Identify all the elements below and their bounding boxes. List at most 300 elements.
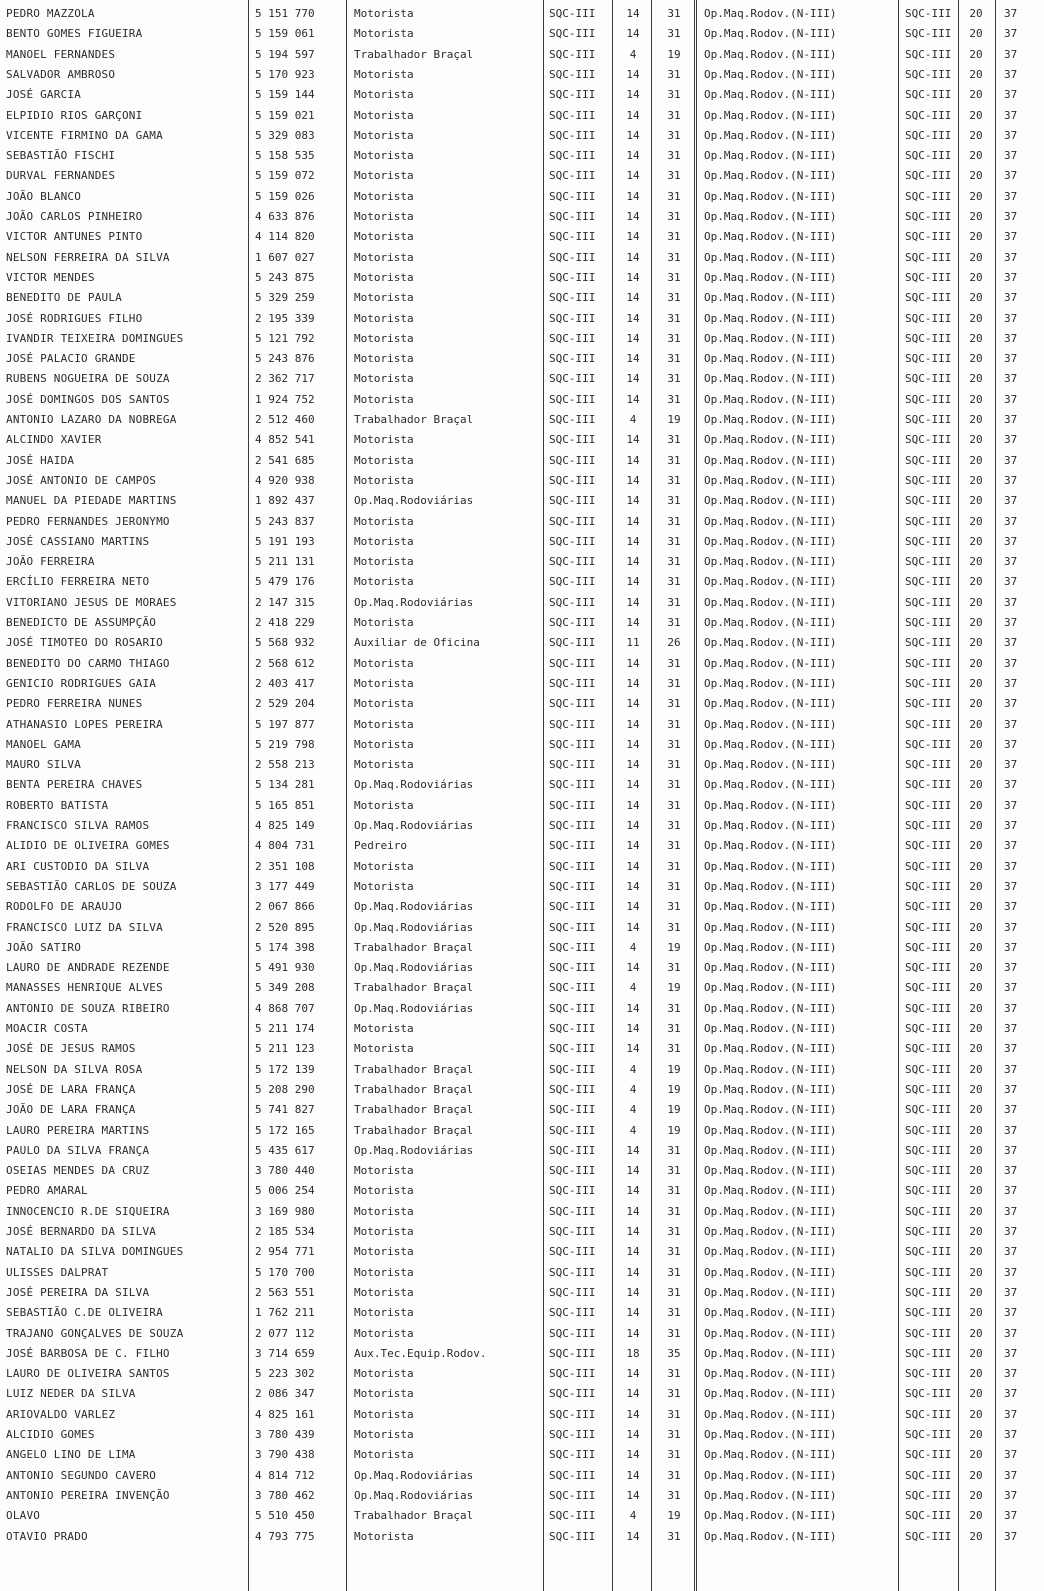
table-row: [0, 1080, 1044, 1100]
current-group: SQC-III: [549, 413, 596, 426]
new-level: 20: [969, 1123, 983, 1137]
new-position: Op.Maq.Rodov.(N-III): [704, 534, 837, 548]
new-group: SQC-III: [905, 291, 952, 305]
current-ref: 31: [667, 717, 681, 731]
current-ref: 31: [667, 494, 681, 508]
new-group: SQC-III: [905, 1245, 952, 1259]
registration-number: 5 211 123: [255, 1042, 315, 1056]
new-position: Op.Maq.Rodov.(N-III): [704, 1488, 837, 1502]
employee-name: VICTOR MENDES: [6, 270, 95, 284]
new-ref: 37: [1004, 636, 1018, 650]
current-group: SQC-III: [549, 737, 596, 751]
table-row: [0, 430, 1044, 450]
new-group: SQC-III: [905, 1082, 952, 1096]
current-role: Motorista: [354, 67, 414, 81]
current-role: Aux.Tec.Equip.Rodov.: [354, 1346, 487, 1360]
current-group: SQC-III: [549, 1164, 596, 1178]
new-level: 20: [969, 1225, 983, 1238]
new-ref: 37: [1004, 697, 1018, 711]
new-group: SQC-III: [905, 169, 952, 183]
new-group: SQC-III: [905, 1468, 952, 1482]
new-group: SQC-III: [905, 1042, 952, 1056]
new-position: Op.Maq.Rodov.(N-III): [704, 1022, 837, 1035]
new-level: 20: [969, 47, 983, 61]
table-row: [0, 775, 1044, 795]
employee-name: SALVADOR AMBROSO: [6, 67, 116, 81]
new-group: SQC-III: [905, 798, 952, 812]
employee-name: PEDRO FERNANDES JERONYMO: [6, 514, 170, 528]
registration-number: 4 814 712: [255, 1468, 315, 1482]
table-row: [0, 613, 1044, 633]
table-row: [0, 1344, 1044, 1364]
new-group: SQC-III: [905, 737, 952, 751]
table-row: [0, 877, 1044, 897]
employee-name: MAURO SILVA: [6, 758, 82, 772]
employee-name: JOSÉ PALACIO GRANDE: [6, 352, 136, 366]
table-row: [0, 1141, 1044, 1161]
new-level: 20: [969, 737, 983, 751]
employee-name: BENEDITO DO CARMO THIAGO: [6, 656, 170, 670]
table-row: [0, 1222, 1044, 1242]
new-ref: 37: [1004, 595, 1018, 609]
new-position: Op.Maq.Rodov.(N-III): [704, 778, 837, 792]
employee-name: IVANDIR TEIXEIRA DOMINGUES: [6, 331, 184, 345]
new-group: SQC-III: [905, 900, 952, 914]
current-group: SQC-III: [549, 210, 596, 223]
new-ref: 37: [1004, 676, 1018, 690]
new-ref: 37: [1004, 128, 1018, 142]
current-level: 14: [626, 1265, 640, 1279]
new-group: SQC-III: [905, 1346, 952, 1360]
current-level: 14: [626, 595, 640, 609]
new-group: SQC-III: [905, 514, 952, 528]
current-level: 14: [626, 839, 640, 853]
new-group: SQC-III: [905, 453, 952, 467]
employee-name: PEDRO MAZZOLA: [6, 7, 95, 20]
employee-name: OLAVO: [6, 1509, 41, 1523]
table-row: [0, 796, 1044, 816]
new-ref: 37: [1004, 433, 1018, 447]
new-ref: 37: [1004, 981, 1018, 995]
registration-number: 5 329 083: [255, 128, 315, 142]
current-ref: 31: [667, 128, 681, 142]
registration-number: 5 159 021: [255, 108, 315, 122]
new-ref: 37: [1004, 737, 1018, 751]
registration-number: 3 714 659: [255, 1346, 315, 1360]
new-group: SQC-III: [905, 1448, 952, 1462]
new-level: 20: [969, 1306, 983, 1320]
new-level: 20: [969, 291, 983, 305]
current-ref: 31: [667, 1042, 681, 1056]
new-position: Op.Maq.Rodov.(N-III): [704, 1143, 837, 1157]
new-group: SQC-III: [905, 859, 952, 873]
current-ref: 31: [667, 879, 681, 893]
new-position: Op.Maq.Rodov.(N-III): [704, 169, 837, 183]
employee-name: JOÃO DE LARA FRANÇA: [6, 1103, 136, 1117]
employee-name: JOSÉ HAIDA: [6, 453, 75, 467]
current-role: Trabalhador Braçal: [354, 1123, 474, 1137]
new-ref: 37: [1004, 108, 1018, 122]
employee-name: MANUEL DA PIEDADE MARTINS: [6, 494, 177, 508]
registration-number: 1 924 752: [255, 392, 315, 406]
employee-name: JOSÉ BERNARDO DA SILVA: [6, 1225, 157, 1238]
current-role: Motorista: [354, 372, 414, 386]
new-group: SQC-III: [905, 920, 952, 934]
employee-name: INNOCENCIO R.DE SIQUEIRA: [6, 1204, 170, 1218]
current-ref: 31: [667, 210, 681, 223]
employee-name: DURVAL FERNANDES: [6, 169, 116, 183]
new-level: 20: [969, 352, 983, 366]
current-role: Motorista: [354, 737, 414, 751]
new-group: SQC-III: [905, 494, 952, 508]
new-position: Op.Maq.Rodov.(N-III): [704, 1123, 837, 1137]
current-level: 14: [626, 311, 640, 325]
registration-number: 5 243 876: [255, 352, 315, 366]
new-position: Op.Maq.Rodov.(N-III): [704, 859, 837, 873]
current-level: 14: [626, 1326, 640, 1340]
new-position: Op.Maq.Rodov.(N-III): [704, 494, 837, 508]
table-row: [0, 126, 1044, 146]
new-position: Op.Maq.Rodov.(N-III): [704, 291, 837, 305]
new-position: Op.Maq.Rodov.(N-III): [704, 1042, 837, 1056]
current-level: 14: [626, 656, 640, 670]
registration-number: 5 151 770: [255, 7, 315, 20]
current-role: Motorista: [354, 473, 414, 487]
new-position: Op.Maq.Rodov.(N-III): [704, 697, 837, 711]
current-level: 14: [626, 108, 640, 122]
new-group: SQC-III: [905, 1428, 952, 1441]
new-ref: 37: [1004, 514, 1018, 528]
new-group: SQC-III: [905, 1143, 952, 1157]
new-position: Op.Maq.Rodov.(N-III): [704, 1468, 837, 1482]
new-position: Op.Maq.Rodov.(N-III): [704, 1326, 837, 1340]
current-ref: 31: [667, 798, 681, 812]
current-level: 14: [626, 778, 640, 792]
new-ref: 37: [1004, 67, 1018, 81]
new-group: SQC-III: [905, 1387, 952, 1401]
new-group: SQC-III: [905, 1022, 952, 1035]
new-position: Op.Maq.Rodov.(N-III): [704, 616, 837, 629]
table-row: [0, 1161, 1044, 1181]
new-level: 20: [969, 1022, 983, 1035]
current-level: 14: [626, 798, 640, 812]
new-position: Op.Maq.Rodov.(N-III): [704, 1245, 837, 1259]
new-position: Op.Maq.Rodov.(N-III): [704, 1529, 837, 1543]
table-row: [0, 755, 1044, 775]
current-ref: 31: [667, 697, 681, 711]
current-role: Op.Maq.Rodoviárias: [354, 778, 474, 792]
new-ref: 37: [1004, 859, 1018, 873]
current-ref: 19: [667, 1082, 681, 1096]
current-role: Trabalhador Braçal: [354, 413, 474, 426]
registration-number: 4 852 541: [255, 433, 315, 447]
table-row: [0, 369, 1044, 389]
current-level: 14: [626, 128, 640, 142]
new-position: Op.Maq.Rodov.(N-III): [704, 1225, 837, 1238]
current-level: 4: [629, 1082, 637, 1096]
current-ref: 31: [667, 352, 681, 366]
current-level: 14: [626, 676, 640, 690]
new-position: Op.Maq.Rodov.(N-III): [704, 473, 837, 487]
employee-name: ALCIDIO GOMES: [6, 1428, 95, 1441]
current-role: Trabalhador Braçal: [354, 47, 474, 61]
current-group: SQC-III: [549, 291, 596, 305]
current-group: SQC-III: [549, 1184, 596, 1198]
current-level: 14: [626, 331, 640, 345]
new-group: SQC-III: [905, 778, 952, 792]
current-ref: 31: [667, 27, 681, 41]
new-ref: 37: [1004, 940, 1018, 954]
current-ref: 31: [667, 1306, 681, 1320]
registration-number: 1 762 211: [255, 1306, 315, 1320]
registration-number: 5 197 877: [255, 717, 315, 731]
table-row: [0, 390, 1044, 410]
current-role: Motorista: [354, 1184, 414, 1198]
current-role: Motorista: [354, 108, 414, 122]
employee-name: PEDRO FERREIRA NUNES: [6, 697, 143, 711]
new-level: 20: [969, 1245, 983, 1259]
new-ref: 37: [1004, 230, 1018, 244]
new-position: Op.Maq.Rodov.(N-III): [704, 392, 837, 406]
current-ref: 31: [667, 372, 681, 386]
current-role: Motorista: [354, 555, 414, 569]
new-level: 20: [969, 1285, 983, 1299]
current-level: 14: [626, 717, 640, 731]
employee-name: MANOEL GAMA: [6, 737, 82, 751]
current-level: 14: [626, 250, 640, 264]
current-role: Motorista: [354, 676, 414, 690]
current-level: 14: [626, 1042, 640, 1056]
current-role: Pedreiro: [354, 839, 407, 853]
new-group: SQC-III: [905, 1062, 952, 1076]
new-level: 20: [969, 250, 983, 264]
new-group: SQC-III: [905, 555, 952, 569]
current-level: 14: [626, 961, 640, 975]
current-group: SQC-III: [549, 67, 596, 81]
new-level: 20: [969, 1468, 983, 1482]
new-position: Op.Maq.Rodov.(N-III): [704, 47, 837, 61]
current-level: 14: [626, 1285, 640, 1299]
current-level: 14: [626, 879, 640, 893]
new-position: Op.Maq.Rodov.(N-III): [704, 331, 837, 345]
new-ref: 37: [1004, 534, 1018, 548]
current-level: 14: [626, 1306, 640, 1320]
current-role: Motorista: [354, 575, 414, 589]
current-level: 14: [626, 230, 640, 244]
new-level: 20: [969, 1184, 983, 1198]
current-level: 14: [626, 1184, 640, 1198]
new-level: 20: [969, 1265, 983, 1279]
table-row: [0, 24, 1044, 44]
new-position: Op.Maq.Rodov.(N-III): [704, 1082, 837, 1096]
employee-name: LUIZ NEDER DA SILVA: [6, 1387, 136, 1401]
new-position: Op.Maq.Rodov.(N-III): [704, 1306, 837, 1320]
registration-number: 5 191 193: [255, 534, 315, 548]
registration-number: 4 868 707: [255, 1001, 315, 1015]
current-ref: 31: [667, 291, 681, 305]
current-ref: 31: [667, 656, 681, 670]
new-ref: 37: [1004, 169, 1018, 183]
new-ref: 37: [1004, 291, 1018, 305]
table-row: [0, 1283, 1044, 1303]
new-group: SQC-III: [905, 636, 952, 650]
current-level: 14: [626, 433, 640, 447]
new-level: 20: [969, 575, 983, 589]
current-group: SQC-III: [549, 859, 596, 873]
new-ref: 37: [1004, 1448, 1018, 1462]
new-position: Op.Maq.Rodov.(N-III): [704, 128, 837, 142]
new-level: 20: [969, 1042, 983, 1056]
new-ref: 37: [1004, 149, 1018, 163]
new-level: 20: [969, 88, 983, 102]
table-row: [0, 857, 1044, 877]
current-role: Motorista: [354, 433, 414, 447]
new-level: 20: [969, 1143, 983, 1157]
current-role: Motorista: [354, 1448, 414, 1462]
registration-number: 5 121 792: [255, 331, 315, 345]
table-row: [0, 4, 1044, 24]
current-ref: 31: [667, 169, 681, 183]
new-ref: 37: [1004, 311, 1018, 325]
current-role: Motorista: [354, 210, 414, 223]
employee-name: ALCINDO XAVIER: [6, 433, 102, 447]
current-level: 14: [626, 149, 640, 163]
current-ref: 19: [667, 1123, 681, 1137]
registration-number: 2 086 347: [255, 1387, 315, 1401]
new-group: SQC-III: [905, 819, 952, 832]
current-role: Motorista: [354, 1022, 414, 1035]
current-group: SQC-III: [549, 920, 596, 934]
new-level: 20: [969, 920, 983, 934]
registration-number: 4 825 149: [255, 819, 315, 832]
new-level: 20: [969, 108, 983, 122]
new-level: 20: [969, 1488, 983, 1502]
new-level: 20: [969, 1204, 983, 1218]
table-row: [0, 187, 1044, 207]
new-position: Op.Maq.Rodov.(N-III): [704, 555, 837, 569]
current-group: SQC-III: [549, 47, 596, 61]
current-role: Trabalhador Braçal: [354, 1082, 474, 1096]
new-group: SQC-III: [905, 1164, 952, 1178]
new-level: 20: [969, 331, 983, 345]
current-ref: 31: [667, 311, 681, 325]
employee-name: MOACIR COSTA: [6, 1022, 88, 1035]
current-ref: 19: [667, 940, 681, 954]
new-level: 20: [969, 189, 983, 203]
current-group: SQC-III: [549, 940, 596, 954]
current-level: 14: [626, 372, 640, 386]
current-role: Motorista: [354, 331, 414, 345]
new-level: 20: [969, 1428, 983, 1441]
new-position: Op.Maq.Rodov.(N-III): [704, 656, 837, 670]
registration-number: 2 418 229: [255, 616, 315, 629]
current-ref: 35: [667, 1346, 681, 1360]
current-role: Auxiliar de Oficina: [354, 636, 480, 650]
new-level: 20: [969, 1326, 983, 1340]
employee-name: BENEDITO DE PAULA: [6, 291, 122, 305]
employee-name: MANOEL FERNANDES: [6, 47, 116, 61]
current-group: SQC-III: [549, 1103, 596, 1117]
current-role: Op.Maq.Rodoviárias: [354, 961, 474, 975]
table-row: [0, 1506, 1044, 1526]
registration-number: 2 541 685: [255, 453, 315, 467]
current-ref: 31: [667, 534, 681, 548]
current-level: 14: [626, 859, 640, 873]
employee-name: ULISSES DALPRAT: [6, 1265, 109, 1279]
current-group: SQC-III: [549, 392, 596, 406]
table-row: [0, 106, 1044, 126]
new-group: SQC-III: [905, 758, 952, 772]
table-row: [0, 1100, 1044, 1120]
new-level: 20: [969, 149, 983, 163]
current-group: SQC-III: [549, 1042, 596, 1056]
new-group: SQC-III: [905, 1326, 952, 1340]
new-level: 20: [969, 514, 983, 528]
current-group: SQC-III: [549, 595, 596, 609]
registration-number: 5 006 254: [255, 1184, 315, 1198]
current-ref: 31: [667, 1143, 681, 1157]
new-group: SQC-III: [905, 230, 952, 244]
new-ref: 37: [1004, 900, 1018, 914]
current-level: 14: [626, 737, 640, 751]
new-ref: 37: [1004, 1123, 1018, 1137]
registration-number: 2 529 204: [255, 697, 315, 711]
new-group: SQC-III: [905, 1265, 952, 1279]
current-group: SQC-III: [549, 1529, 596, 1543]
table-row: [0, 1263, 1044, 1283]
registration-number: 5 211 131: [255, 555, 315, 569]
table-row: [0, 166, 1044, 186]
new-level: 20: [969, 270, 983, 284]
new-level: 20: [969, 778, 983, 792]
table-row: [0, 45, 1044, 65]
table-row: [0, 715, 1044, 735]
new-level: 20: [969, 1103, 983, 1117]
current-group: SQC-III: [549, 900, 596, 914]
current-role: Motorista: [354, 717, 414, 731]
current-role: Motorista: [354, 128, 414, 142]
registration-number: 5 159 026: [255, 189, 315, 203]
registration-number: 4 825 161: [255, 1407, 315, 1421]
table-row: [0, 1121, 1044, 1141]
table-row: [0, 958, 1044, 978]
table-row: [0, 248, 1044, 268]
registration-number: 2 520 895: [255, 920, 315, 934]
new-position: Op.Maq.Rodov.(N-III): [704, 981, 837, 995]
current-group: SQC-III: [549, 149, 596, 163]
new-ref: 37: [1004, 1488, 1018, 1502]
current-ref: 19: [667, 1062, 681, 1076]
new-group: SQC-III: [905, 676, 952, 690]
current-ref: 19: [667, 981, 681, 995]
new-ref: 37: [1004, 494, 1018, 508]
current-level: 14: [626, 555, 640, 569]
current-group: SQC-III: [549, 1407, 596, 1421]
registration-number: 2 147 315: [255, 595, 315, 609]
new-ref: 37: [1004, 1082, 1018, 1096]
current-ref: 31: [667, 737, 681, 751]
current-level: 14: [626, 1204, 640, 1218]
new-ref: 37: [1004, 250, 1018, 264]
new-group: SQC-III: [905, 189, 952, 203]
current-role: Op.Maq.Rodoviárias: [354, 1488, 474, 1502]
new-level: 20: [969, 1001, 983, 1015]
new-position: Op.Maq.Rodov.(N-III): [704, 352, 837, 366]
current-ref: 31: [667, 149, 681, 163]
new-ref: 37: [1004, 839, 1018, 853]
current-role: Op.Maq.Rodoviárias: [354, 1143, 474, 1157]
registration-number: 2 185 534: [255, 1225, 315, 1238]
